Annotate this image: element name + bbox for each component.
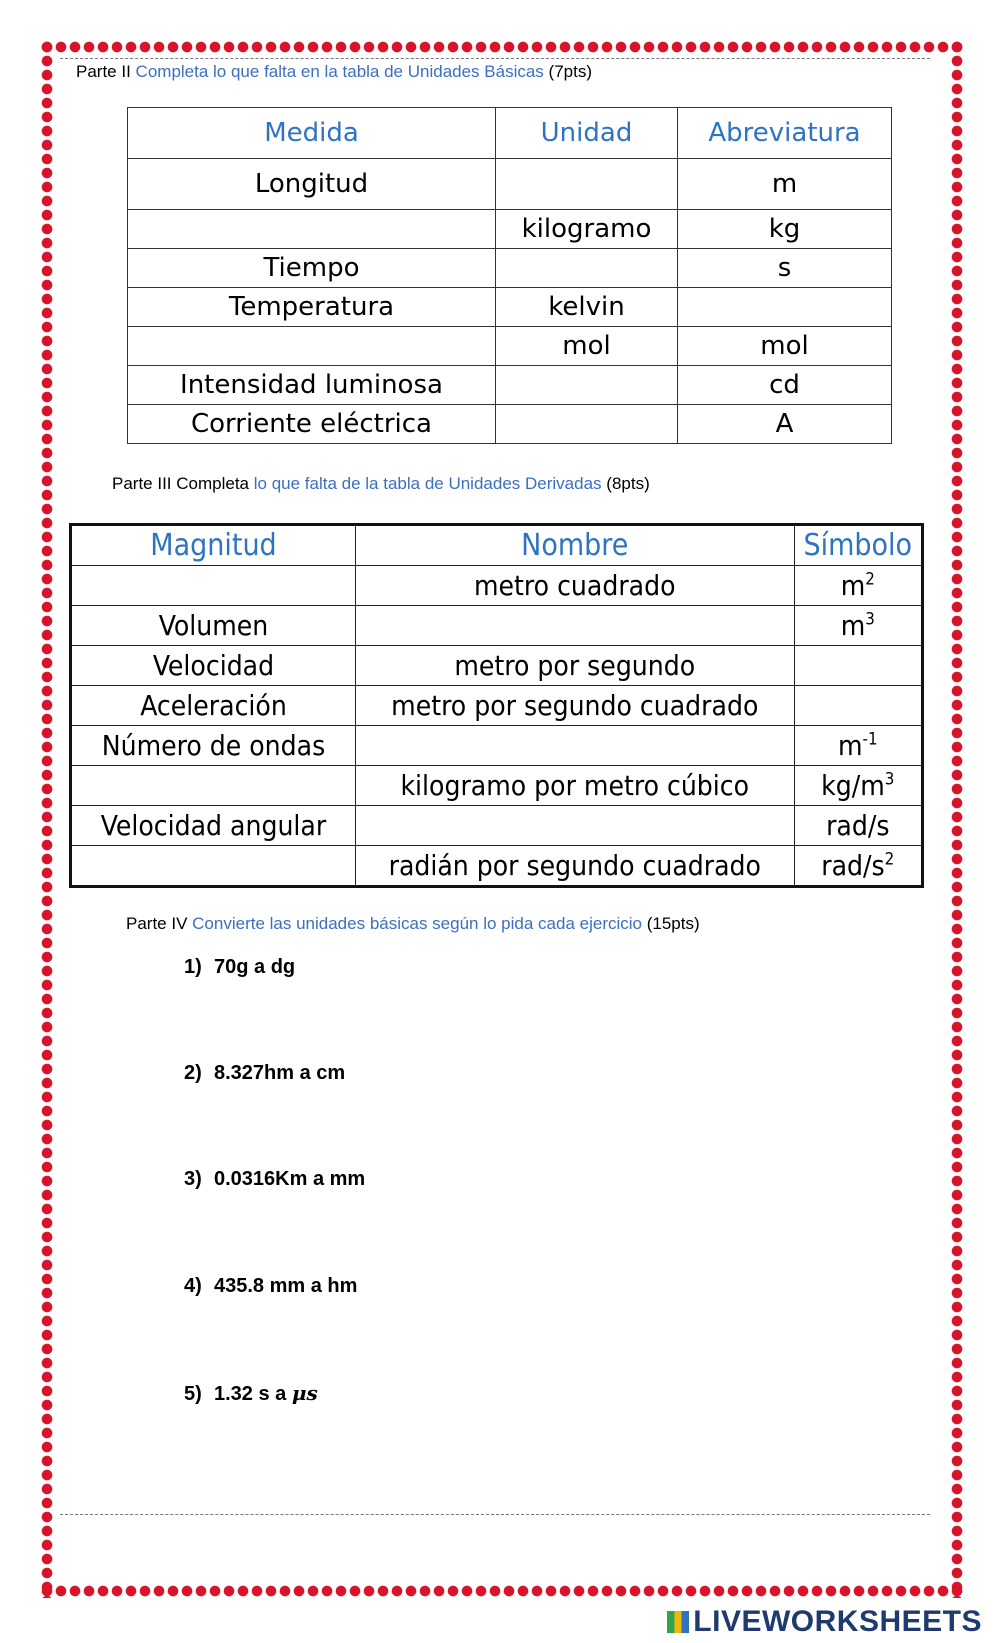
exercise-text: 70g a dg [214, 956, 296, 978]
basic-header-cell: Unidad [496, 108, 678, 159]
symbol-base: rad/s [821, 849, 885, 882]
bottom-dashed-line [60, 1514, 930, 1515]
basic-table-row [128, 366, 892, 405]
derived-magnitud-cell: Número de ondas [71, 726, 356, 766]
answer-cell[interactable] [71, 846, 356, 887]
answer-cell[interactable] [128, 210, 496, 249]
symbol-base: m [840, 609, 866, 642]
exercise-item [184, 1381, 318, 1406]
derived-simbolo-cell [794, 566, 922, 606]
exercise-number: 2) [184, 1062, 202, 1084]
derived-magnitud-cell: Velocidad angular [71, 806, 356, 846]
basic-table-cell: Intensidad luminosa [128, 366, 496, 405]
answer-cell[interactable] [71, 566, 356, 606]
symbol-exponent: 2 [865, 568, 875, 589]
answer-cell[interactable] [496, 249, 678, 288]
answer-cell[interactable] [356, 726, 795, 766]
basic-table-row [128, 249, 892, 288]
answer-cell[interactable] [678, 288, 892, 327]
derived-table-row [71, 606, 923, 646]
basic-table-row [128, 327, 892, 366]
symbol-exponent: 2 [884, 848, 895, 869]
basic-table-cell: A [678, 405, 892, 444]
part4-label: Parte IV [126, 914, 188, 933]
part3-heading [112, 474, 650, 494]
derived-nombre-cell: metro por segundo cuadrado [356, 686, 795, 726]
derived-simbolo-cell [794, 766, 922, 806]
derived-header-cell: Símbolo [794, 525, 922, 566]
basic-table-cell: mol [496, 327, 678, 366]
border-right [950, 40, 964, 1598]
answer-cell[interactable] [794, 646, 922, 686]
part2-heading [76, 62, 592, 82]
derived-magnitud-cell: Velocidad [71, 646, 356, 686]
exercise-text: 0.0316Km a mm [214, 1168, 366, 1190]
part4-instruction: Convierte las unidades básicas según lo pida cada ejercicio [192, 914, 642, 933]
basic-table-cell: mol [678, 327, 892, 366]
part3-points: (8pts) [606, 474, 650, 493]
symbol-base: m [837, 729, 863, 762]
part2-points: (7pts) [548, 62, 593, 81]
answer-cell[interactable] [356, 806, 795, 846]
part3-instruction: lo que falta de la tabla de Unidades Derivadas [253, 474, 602, 493]
basic-table-cell: cd [678, 366, 892, 405]
exercise-item [184, 956, 295, 979]
derived-nombre-cell: metro por segundo [356, 646, 795, 686]
exercise-item [184, 1168, 365, 1191]
answer-cell[interactable] [496, 366, 678, 405]
exercise-unit: μs [291, 1381, 318, 1405]
answer-cell[interactable] [71, 766, 356, 806]
basic-table-cell: kg [678, 210, 892, 249]
derived-table-row [71, 686, 923, 726]
exercise-number: 5) [184, 1383, 202, 1405]
derived-header-row [71, 525, 923, 566]
symbol-base: kg/m [821, 769, 885, 802]
basic-header-cell: Medida [128, 108, 496, 159]
basic-table-cell: Temperatura [128, 288, 496, 327]
part2-label: Parte II [76, 62, 131, 81]
basic-units-table [127, 107, 892, 444]
top-dashed-line [60, 58, 930, 59]
exercise-number: 4) [184, 1275, 202, 1297]
basic-table-row [128, 288, 892, 327]
derived-nombre-cell: kilogramo por metro cúbico [356, 766, 795, 806]
part4-heading [126, 914, 700, 934]
basic-header-row [128, 108, 892, 159]
exercise-item [184, 1062, 345, 1085]
basic-table-cell: Tiempo [128, 249, 496, 288]
answer-cell[interactable] [794, 686, 922, 726]
liveworksheets-logo [667, 1605, 982, 1639]
derived-nombre-cell: metro cuadrado [356, 566, 795, 606]
derived-header-cell: Magnitud [71, 525, 356, 566]
part3-label: Parte III Completa [112, 474, 250, 493]
exercise-text: 8.327hm a cm [214, 1062, 346, 1084]
basic-header-cell: Abreviatura [678, 108, 892, 159]
derived-magnitud-cell: Aceleración [71, 686, 356, 726]
symbol-exponent: -1 [862, 728, 878, 749]
derived-table-row [71, 726, 923, 766]
basic-table-cell: Longitud [128, 159, 496, 210]
part4-points: (15pts) [646, 914, 700, 933]
basic-table-row [128, 210, 892, 249]
derived-simbolo-cell [794, 726, 922, 766]
derived-header-cell: Nombre [356, 525, 795, 566]
part2-instruction: Completa lo que falta en la tabla de Unidades Básicas [135, 62, 544, 81]
basic-table-cell: m [678, 159, 892, 210]
answer-cell[interactable] [496, 405, 678, 444]
answer-cell[interactable] [356, 606, 795, 646]
derived-nombre-cell: radián por segundo cuadrado [356, 846, 795, 887]
answer-cell[interactable] [128, 327, 496, 366]
symbol-base: rad/s [826, 809, 890, 842]
derived-table-row [71, 806, 923, 846]
symbol-base: m [840, 569, 866, 602]
border-top [40, 40, 964, 54]
derived-table-row [71, 646, 923, 686]
derived-magnitud-cell: Volumen [71, 606, 356, 646]
basic-table-cell: kelvin [496, 288, 678, 327]
derived-simbolo-cell [794, 806, 922, 846]
derived-simbolo-cell [794, 606, 922, 646]
exercise-item [184, 1275, 357, 1298]
symbol-exponent: 3 [884, 768, 895, 789]
exercise-text: 1.32 s a [214, 1383, 287, 1405]
border-left [40, 40, 54, 1598]
basic-table-cell: Corriente eléctrica [128, 405, 496, 444]
derived-table-row [71, 766, 923, 806]
brand-text: LIVEWORKSHEETS [693, 1605, 982, 1638]
exercise-number: 3) [184, 1168, 202, 1190]
derived-table-row [71, 846, 923, 887]
basic-table-row [128, 159, 892, 210]
symbol-exponent: 3 [865, 608, 875, 629]
basic-table-row [128, 405, 892, 444]
basic-table-cell: s [678, 249, 892, 288]
derived-simbolo-cell [794, 846, 922, 887]
derived-units-table [69, 523, 924, 888]
derived-table-row [71, 566, 923, 606]
exercise-number: 1) [184, 956, 202, 978]
exercise-text: 435.8 mm a hm [214, 1275, 358, 1297]
liveworksheets-icon [667, 1611, 689, 1633]
answer-cell[interactable] [496, 159, 678, 210]
basic-table-cell: kilogramo [496, 210, 678, 249]
border-bottom [40, 1584, 964, 1598]
